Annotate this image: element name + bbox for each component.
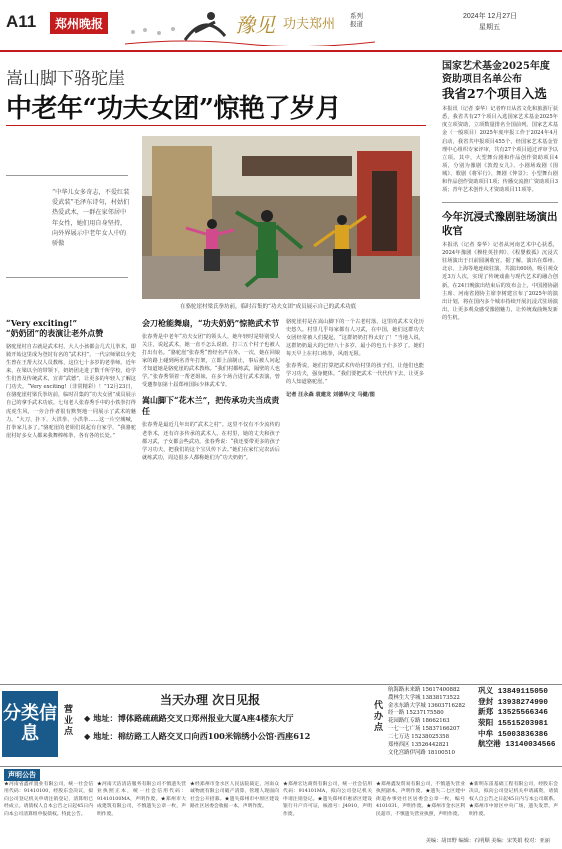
col3-body-2: 张春秀说，她们打算把武术传给村里的孩子们，让他们也能学习功夫，强身健体。“我们要把武术一代代传下去，让更多的人知道骆驼崖。” (286, 363, 424, 386)
zone-name: 中牟 (478, 730, 494, 739)
issue-date: 2024年 12月27日 (463, 13, 518, 20)
series-label: 系列报道 (350, 12, 363, 29)
zone-name: 登封 (478, 698, 494, 707)
agent-phone: 18662163 (420, 718, 450, 725)
agent-location: 郑州西区 (388, 741, 410, 748)
ad-address-2: ◆ 地址：棉纺路工人路交叉口向西100米锦绣小公馆·西座612 (84, 731, 311, 741)
zone-phone-row (478, 730, 562, 741)
agent-phone: 18100510 (425, 749, 455, 756)
zone-phone: 13525566346 (493, 709, 548, 718)
zone-phone: 15003836386 (493, 730, 548, 739)
notice-title: 声明公告 (4, 769, 40, 781)
banner-subtitle: 功夫郑州 (283, 17, 336, 32)
agent-label: 代办点 (374, 701, 384, 733)
quote-top-rule (6, 175, 128, 176)
right-title-2: 今年沉浸式豫剧驻场演出收官 (442, 210, 558, 237)
zone-name: 航空港 (478, 741, 501, 750)
col1-body: 骆驼崖村自古就是武术村，大人小孩都会几式儿拳术，即骑开始这里成为登封有名的“武术村”。一代宗师梁以全先生曾在王帮大汉人员教练，这位七十多岁的老拳师。近年来，在梁以全的带领下，奶奶团走进了数千所学校，给学生们普及传统武术，宣讲“武德”，让更多的年轻人了解这门功夫。“Very exciting!（非常精彩）！”12月23日，在骆驼崖村梁氏拳坊前，临时召集的“功夫女团”成员展示自己的拿手武术功底。七旬老人张春秀手中的小铁拳打得虎虎生风，一旁合作者很有默契地一同展示了武术的魅力。“大刀、扑下、大洪拳、小洪拳……这一片空城喊，打拳家儿多了。”骆驼崖的老姐们说起有自家学，“我骆驼崖村好多女人都来我舞棒练拳，各有各的长处。” (6, 344, 136, 439)
photo-caption: 在骆驼崖村梁氏拳坊前，临时召集的“功夫女团”成员展示自己的武术功底 (180, 304, 357, 310)
zone-phone: 13849115050 (493, 688, 548, 696)
ad-address-1-text: 地址：博体路疏疏路交叉口郑州报业大厦A座4楼东大厅 (93, 713, 294, 723)
right-body-2: 本报讯（记者 秦华）记者从河南艺术中心获悉，2024年豫剧《穆桂英挂帅》、《程婴救孤》沉浸式驻场演出于日前圆满收官。据了解，演出在郑州、北京、上海等地连续驻演，共演出60场，吸引观众近3万人次，实现了传统戏曲与现代艺术的融合创新。在24日晚演出结束后的发布会上，中国剧协副主席、河南省剧协主席李树建宣布了2025年的演出计划，将在国内多个城市持续开展沉浸式驻场演出，让更多观众感受豫剧魅力，让传统戏曲焕发新的生机。 (442, 242, 558, 321)
section-banner (125, 2, 375, 46)
byline: 记者 汪永森 袁建龙 刘德华/文 马健/图 (286, 391, 375, 398)
col3-body-1: 骆驼崖村是在嵩山脚下的一个古老村落，这里的武术文化历史悠久。村里几乎每家都有人习武，在中国，她们这群功夫女团经常被人们提起，“这群奶奶打得太好了！”当地人说，这群奶奶最大的已经八十多岁，最小的也五十多岁了。她们每天早上在村口练拳，风雨无阻。 (286, 319, 424, 358)
zone-phone: 13140034566 (500, 741, 556, 750)
article-column-3 (286, 318, 424, 399)
editorial-credits: 美编：胡田野 编辑：石明顺 美编：宋笑娟 校对：亚丽 (425, 838, 550, 844)
zone-phone-row (478, 740, 562, 751)
headline-kicker: 嵩山脚下骆驼崖 (6, 69, 125, 89)
banner-title: 豫见 (235, 13, 275, 37)
agent-phone-row (388, 734, 474, 742)
agent-phone: 13838173522 (420, 694, 460, 701)
pull-quote: “中华儿女多奇志，不爱红装爱武装”毛泽东诗句，村姑们热爱武术，一群在家邻居中年女性，她们用自身坚持，向外界展示中老年女人中的骄傲 (52, 189, 130, 248)
agent-phone-row (388, 750, 474, 758)
agent-phone: 15238025358 (409, 733, 450, 740)
notice-column: ★河南省鑫祥置业有限公司，统一社会信用代码：91410100，经股东会决议，拟向公司登记机关申请注销登记，清算组已经成立。请债权人自本公告之日起45日内向本公司清算组申报债权。特此公告。 (4, 782, 93, 817)
header-divider (0, 50, 562, 52)
zone-phone-row (478, 698, 562, 709)
agent-phone: 15617400882 (420, 687, 460, 693)
page-number: A11 (6, 12, 37, 31)
notice-column: ★经郑州市金水区人民法院裁定，河南众诚物流有限公司破产清算，管理人现面向社会公开招募。★遗失郑州市中原区建设路社区居委会收据一本，声明作废。 (190, 782, 279, 810)
agent-location: 经一路 (388, 710, 405, 717)
ad-address-1: ◆ 地址：博体路疏疏路交叉口郑州报业大厦A座4楼东大厅 (84, 713, 294, 723)
quote-bottom-rule (6, 277, 128, 278)
agent-location: 航海路未来路 (388, 687, 421, 693)
headline-title: 中老年“功夫女团”惊艳了岁月 (6, 94, 341, 124)
col2-subheading-1: 会刀枪能舞扇，“功夫奶奶”惊艳武术节 (142, 318, 280, 328)
article-column-2 (142, 318, 280, 462)
agent-phone: 13603716282 (425, 702, 466, 709)
headline-rule (6, 125, 426, 126)
agent-phone: 13526442821 (409, 741, 450, 748)
zone-phone-list (478, 687, 562, 751)
zone-phone: 15515203981 (493, 719, 548, 728)
zone-phone-row (478, 708, 562, 719)
notice-column: ★河南天洁清洁服务有限公司不慎遗失营业执照正本，统一社会信用代码：91410100MA，声明作废。★郑州市大成建筑有限公司，不慎遗失公章一枚，声明作废。 (97, 782, 186, 817)
right-column (442, 60, 558, 322)
agent-location: 文化宫路伊河路 (388, 749, 426, 756)
agent-location: 一七一七广场 (388, 726, 421, 733)
zone-phone-row (478, 719, 562, 730)
zone-phone-row (478, 687, 562, 698)
agent-phone: 15237175580 (404, 710, 444, 717)
col1-subheading: “奶奶团”的表演让老外点赞 (6, 328, 104, 338)
ad-address-2-text: 地址：棉纺路工人路交叉口向西100米锦绣小公馆·西座612 (93, 731, 311, 741)
right-body-1: 本报讯（记者 秦华）记者昨日从省文化和旅游厅获悉，我省共有27个项目入选国家艺术基金2025年度立项资助，立项数量排名全国前列。国家艺术基金（一般项目）2025年度申报工作于2024年4月启动，我省共申报项目455个，经国家艺术基金管理中心组织专家评审，共有27个项目通过评审予以立项。其中，大型舞台剧和作品创作资助项目4项，分别为豫剧《敦煌女儿》、小剧场戏剧《围城》、歌剧《将军行》、舞剧《仲景》；小型舞台剧和作品创作资助项目1项；传播交流推广资助项目3项；青年艺术创作人才资助项目11项等。 (442, 106, 558, 193)
col2-body-1: 张春秀是中老年“功夫女团”的领头人，她年轻时是特别受人关注，说起武术，她一直不怎么说谁，打三五个村子也被人打出有名。“骆驼崖”张春秀“曾经名声在外。一次，她在回娘家的路上碰到两名青年打架，立即上前制止，事后被人问起才知道她是骆驼崖的武术教练。“我们村都练武，隔壁的人也学。”张春秀领着一帮老姐妹，在多个场合进行武术表演，曾受邀参加第十届郑州国际少林武术节。 (142, 334, 280, 389)
right-title: 我省27个项目入选 (442, 86, 547, 101)
ad-headline: 当天办理 次日见报 (160, 693, 261, 707)
agent-location: 二七万达 (388, 733, 410, 740)
issue-weekday: 星期五 (479, 24, 500, 31)
zone-name: 新郑 (478, 709, 494, 718)
notice-column: ★郑州宏达商贸有限公司，统一社会信用代码：914101MA，拟向公司登记机关申请注销登记。★遗失郑州市惠济区建设银行开户许可证，核准号：J4910，声明作废。 (283, 782, 372, 817)
right-divider (442, 202, 558, 203)
col1-subheading-en: “Very exciting!” (6, 318, 78, 328)
agent-phone-row (388, 742, 474, 750)
notice-columns (4, 781, 558, 839)
agent-location: 金水东路大学城 (388, 702, 426, 709)
page-header (0, 0, 562, 52)
agent-phone-list (388, 687, 474, 757)
col2-subheading-2: 嵩山脚下“花木兰”，把传承功夫当成责任 (142, 395, 280, 417)
zone-name: 荥阳 (478, 719, 494, 728)
zone-name: 巩义 (478, 688, 494, 696)
zone-phone: 13938274990 (493, 698, 548, 707)
agent-phone-row (388, 726, 474, 734)
notice-column: ★新明东雷基础工程有限公司，经股东会决议，拟向公司登记机关申请减资，请债权人自公告之日起45日内与本公司联系。★郑州市中原区中央广场，遗失发票，声明作废。 (469, 782, 558, 817)
agent-phone-row (388, 695, 474, 703)
col2-body-2: 张春秀是最近几年出的“武术之村”。这里不仅有不少流传的老拳术，还有许多传承的武术人。在村里，她的丈夫和孩子都习武，子女都会些武功。张春秀说：“我还要带更多的孩子学习功夫，把我们的这个宝贝传下去。”她们在家忙完农活后就练武功，周边很多人都称她们为“功夫奶奶”。 (142, 422, 280, 461)
agent-phone-row (388, 718, 474, 726)
classified-logo: 分类信息 (2, 691, 58, 757)
article-column-1 (6, 318, 136, 440)
agent-phone: 15837166207 (420, 726, 460, 733)
business-points-label: 营业点 (64, 705, 74, 737)
notice-column: ★郑州鑫发贸易有限公司，不慎遗失营业执照副本，声明作废。★遗失二七区建中街道办事处社区居委会公章一枚，编号4101031，声明作废。★郑州市金水区利民超市，不慎遗失营业执照，声明作废。 (376, 782, 465, 817)
kungfu-women-photo (142, 136, 420, 299)
agent-location: 花园路红专路 (388, 718, 421, 725)
agent-location: 農林生大学城 (388, 694, 421, 701)
right-kicker: 国家艺术基金2025年度资助项目名单公布 (442, 61, 550, 85)
newspaper-logo: 郑州晚报 (50, 12, 108, 34)
agent-phone-row (388, 687, 474, 695)
classified-ad (0, 684, 562, 764)
